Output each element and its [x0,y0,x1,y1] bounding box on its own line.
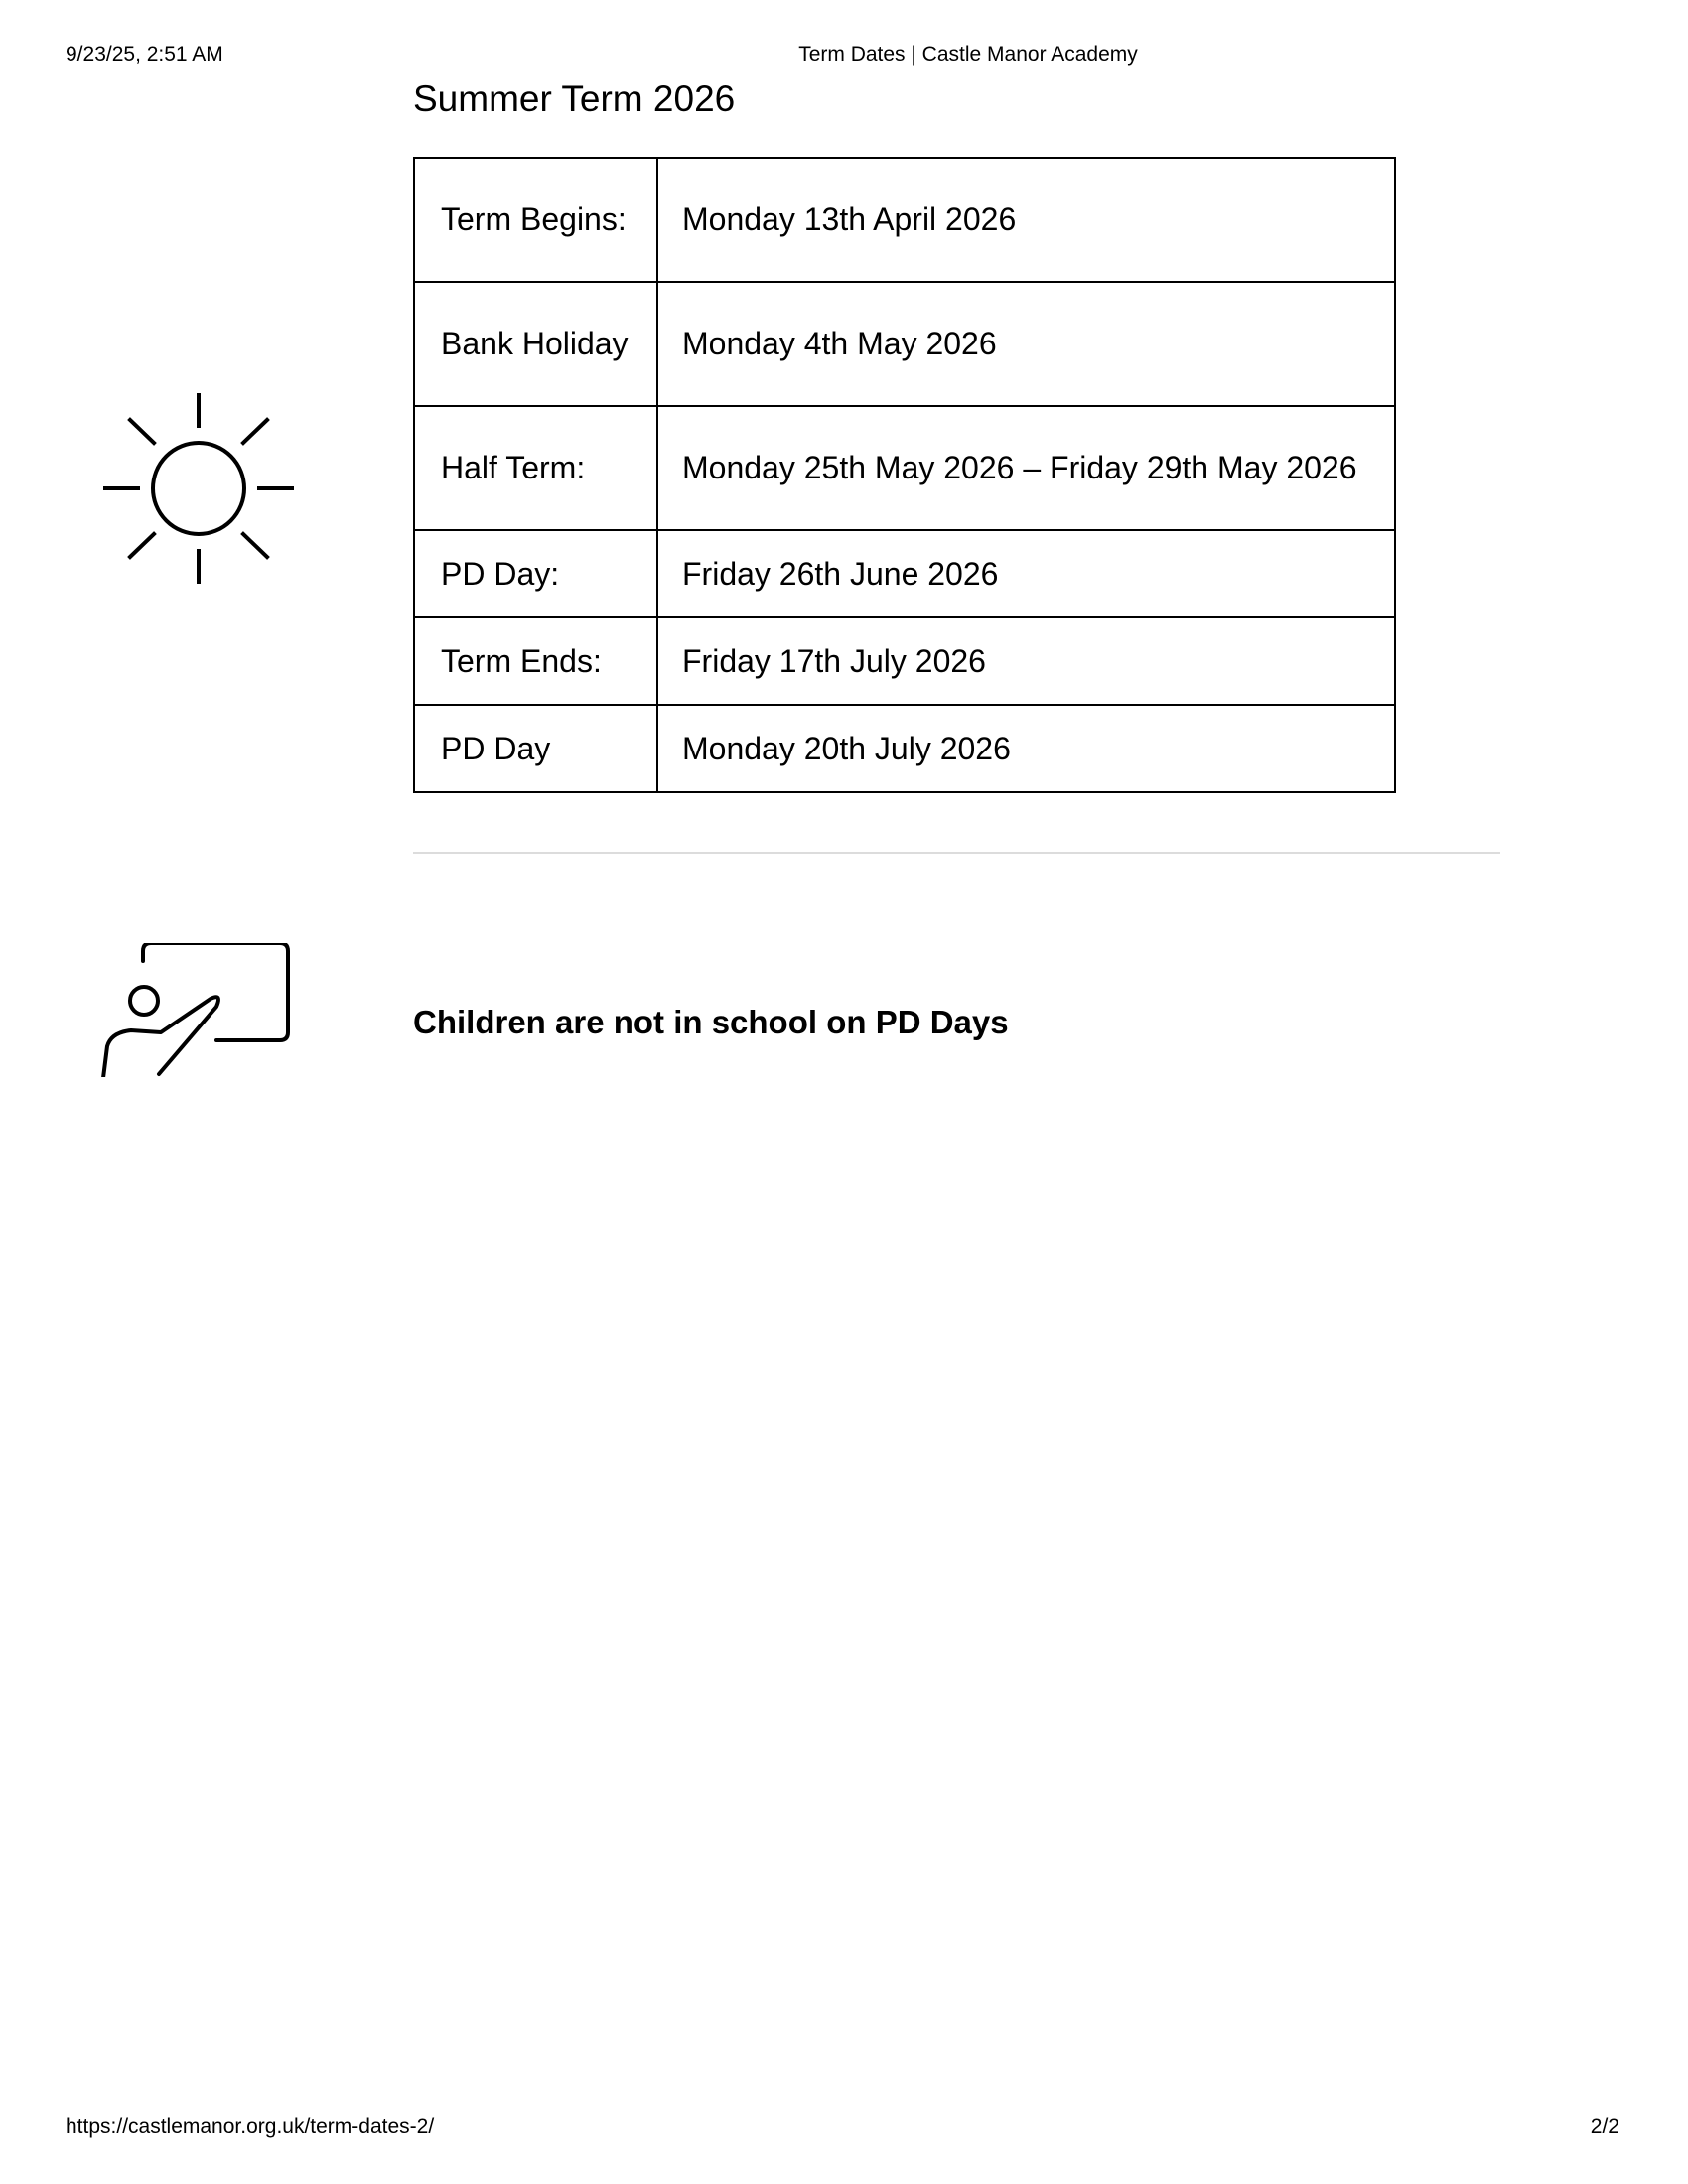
print-datetime: 9/23/25, 2:51 AM [66,43,223,66]
row-value: Monday 4th May 2026 [657,282,1395,406]
table-row [414,282,1395,406]
print-page-number: 2/2 [1590,2116,1619,2138]
print-page-title: Term Dates | Castle Manor Academy [798,43,1138,66]
teacher-board-icon [99,943,298,1077]
row-label: Term Ends: [414,617,657,705]
row-value: Monday 20th July 2026 [657,705,1395,792]
row-label: PD Day: [414,530,657,617]
row-label: Term Begins: [414,158,657,282]
row-label: Half Term: [414,406,657,530]
pd-days-notice: Children are not in school on PD Days [413,1004,1009,1040]
table-row [414,406,1395,530]
table-row [414,158,1395,282]
table-row [414,617,1395,705]
table-row [414,530,1395,617]
row-value: Monday 13th April 2026 [657,158,1395,282]
row-label: Bank Holiday [414,282,657,406]
table-row [414,705,1395,792]
term-dates-table [413,157,1396,793]
row-value: Friday 17th July 2026 [657,617,1395,705]
sun-icon [99,393,298,592]
section-divider [413,852,1500,854]
row-label: PD Day [414,705,657,792]
section-title: Summer Term 2026 [413,78,736,119]
row-value: Friday 26th June 2026 [657,530,1395,617]
row-value: Monday 25th May 2026 – Friday 29th May 2026 [657,406,1395,530]
print-url: https://castlemanor.org.uk/term-dates-2/ [66,2116,435,2138]
